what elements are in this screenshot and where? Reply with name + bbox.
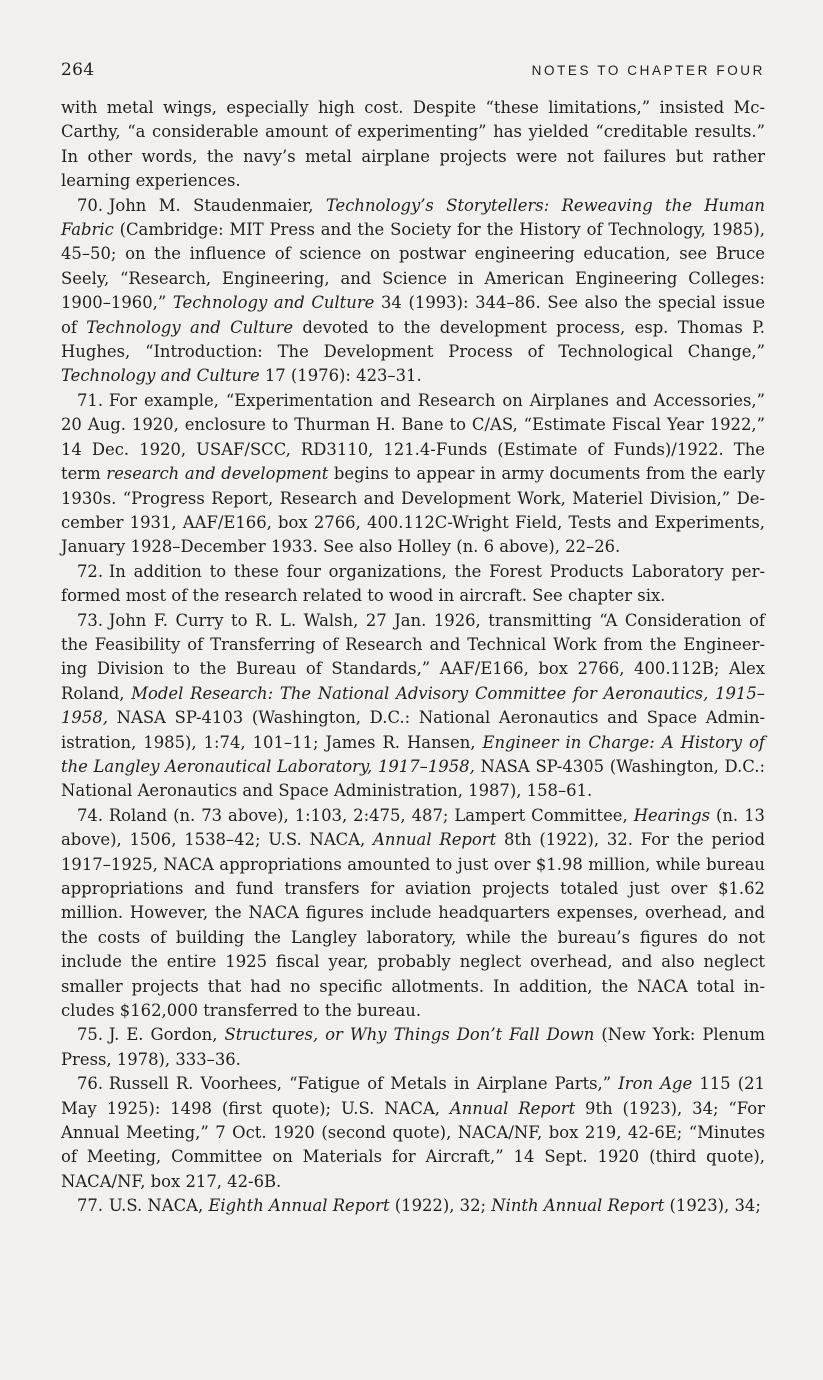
endnote <box>61 194 765 389</box>
note-text: 115 (21 May 1925): 1498 (first quote); U.S. NACA, <box>61 1074 765 1118</box>
italic-title: Engineer in Charge: A History of the Langley Aeronautical Laboratory, 1917–1958, <box>61 732 765 776</box>
note-text: NASA SP-4103 (Washington, D.C.: National Aeronautics and Space Administration, 1985), 1:74, 101–11; James R. Hansen, <box>61 708 765 752</box>
italic-title: Annual Report <box>449 1098 576 1118</box>
running-head <box>61 60 765 86</box>
endnote-number: 72. <box>77 561 104 581</box>
endnote-number: 74. <box>77 805 104 825</box>
italic-title: Structures, or Why Things Don’t Fall Down <box>224 1025 595 1045</box>
endnote-number: 73. <box>77 610 104 630</box>
note-text: with metal wings, especially high cost. Despite “these limitations,” insisted McCarthy, “a considerable amount of experimenting” has yielded “creditable results.” In other words, the navy’s metal airplane projects were not failures but rather learning experiences. <box>61 98 765 191</box>
note-text: In addition to these four organizations, the Forest Products Laboratory performed most of the research related to wood in aircraft. See chapter six. <box>61 561 765 606</box>
endnote <box>61 804 765 1024</box>
endnote-number: 75. <box>77 1025 104 1045</box>
italic-title: Iron Age <box>618 1074 693 1094</box>
note-text: John M. Staudenmaier, <box>108 195 326 215</box>
italic-title: Ninth Annual Report <box>491 1196 665 1216</box>
endnote-number: 71. <box>77 390 104 410</box>
endnote <box>61 1194 765 1218</box>
note-text: Roland (n. 73 above), 1:103, 2:475, 487; Lampert Committee, <box>108 805 634 825</box>
endnote-continuation <box>61 96 765 194</box>
endnote-number: 70. <box>77 195 104 215</box>
page-number: 264 <box>61 60 95 80</box>
endnote <box>61 389 765 560</box>
italic-title: Technology’s Storytellers: Reweaving the Human Fabric <box>61 195 765 240</box>
note-text: John F. Curry to R. L. Walsh, 27 Jan. 1926, transmitting “A Consideration of the Feasibility of Transferring of Research and Technical Work from the Engineering Division to the Bureau of Standards,” AAF/E166, box 2766, 400.112B; Alex Roland, <box>61 610 765 703</box>
note-text: J. E. Gordon, <box>108 1025 225 1045</box>
endnote-number: 76. <box>77 1074 104 1094</box>
endnote <box>61 609 765 804</box>
note-text: 8th (1922), 32. For the period 1917–1925, NACA appropriations amounted to just over $1.98 million, while bureau appropriations and fund transfers for aviation projects totaled just over $1.62 million. However, the NACA figures include headquarters expenses, overhead, and the costs of building the Langley laboratory, while the bureau’s figures do not include the entire 1925 fiscal year, probably neglect overhead, and also neglect smaller projects that had no specific allotments. In addition, the NACA total includes $162,000 transferred to the bureau. <box>61 830 765 1021</box>
italic-title: Technology and Culture <box>172 293 375 313</box>
italic-title: Eighth Annual Report <box>208 1196 390 1216</box>
note-text: U.S. NACA, <box>108 1196 209 1216</box>
note-text: begins to appear in army documents from the early 1930s. “Progress Report, Research and Development Work, Materiel Division,” December 1931, AAF/E166, box 2766, 400.112C-Wright Field, Tests and Experiments, January 1928–December 1933. See also Holley (n. 6 above), 22–26. <box>61 464 766 557</box>
italic-title: research and development <box>106 464 329 484</box>
note-text: (New York: Plenum Press, 1978), 333–36. <box>61 1025 765 1069</box>
italic-title: Annual Report <box>373 830 497 850</box>
italic-title: Technology and Culture <box>61 366 260 386</box>
endnote <box>61 1023 765 1072</box>
endnote <box>61 560 765 609</box>
note-text: 17 (1976): 423–31. <box>259 366 422 386</box>
note-text: (1922), 32; <box>389 1196 492 1216</box>
italic-title: Technology and Culture <box>86 317 294 337</box>
endnote <box>61 1072 765 1194</box>
note-text: For example, “Experimentation and Research on Airplanes and Accessories,” 20 Aug. 1920, enclosure to Thurman H. Bane to C/AS, “Estimate Fiscal Year 1922,” 14 Dec. 1920, USAF/SCC, RD3110, 121.4-Funds (Estimate of Funds)/1922. The term <box>61 390 765 484</box>
note-text: Russell R. Voorhees, “Fatigue of Metals in Airplane Parts,” <box>108 1074 619 1094</box>
note-text: 34 (1993): 344–86. See also the special issue of <box>61 293 766 337</box>
note-text: 9th (1923), 34; “For Annual Meeting,” 7 Oct. 1920 (second quote), NACA/NF, box 219, 42-6E; “Minutes of Meeting, Committee on Materials for Aircraft,” 14 Sept. 1920 (third quote), NACA/NF, box 217, 42-6B. <box>61 1098 765 1191</box>
endnote-number: 77. <box>77 1196 104 1216</box>
chapter-title: NOTES TO CHAPTER FOUR <box>531 63 765 78</box>
italic-title: Hearings <box>633 805 710 825</box>
note-text: (1923), 34; <box>664 1196 761 1216</box>
note-text: (n. 13 above), 1506, 1538–42; U.S. NACA, <box>61 805 765 850</box>
note-text: devoted to the development process, esp. Thomas P. Hughes, “Introduction: The Development Process of Technological Change,” <box>61 317 766 362</box>
endnotes <box>61 96 765 1219</box>
italic-title: Model Research: The National Advisory Committee for Aeronautics, 1915–1958, <box>61 683 765 728</box>
note-text: NASA SP-4305 (Washington, D.C.: National Aeronautics and Space Administration, 1987), 158–61. <box>61 756 765 801</box>
note-text: (Cambridge: MIT Press and the Society for the History of Technology, 1985), 45–50; on the influence of science on postwar engineering education, see Bruce Seely, “Research, Engineering, and Science in American Engineering Colleges: 1900–1960,” <box>61 220 765 313</box>
